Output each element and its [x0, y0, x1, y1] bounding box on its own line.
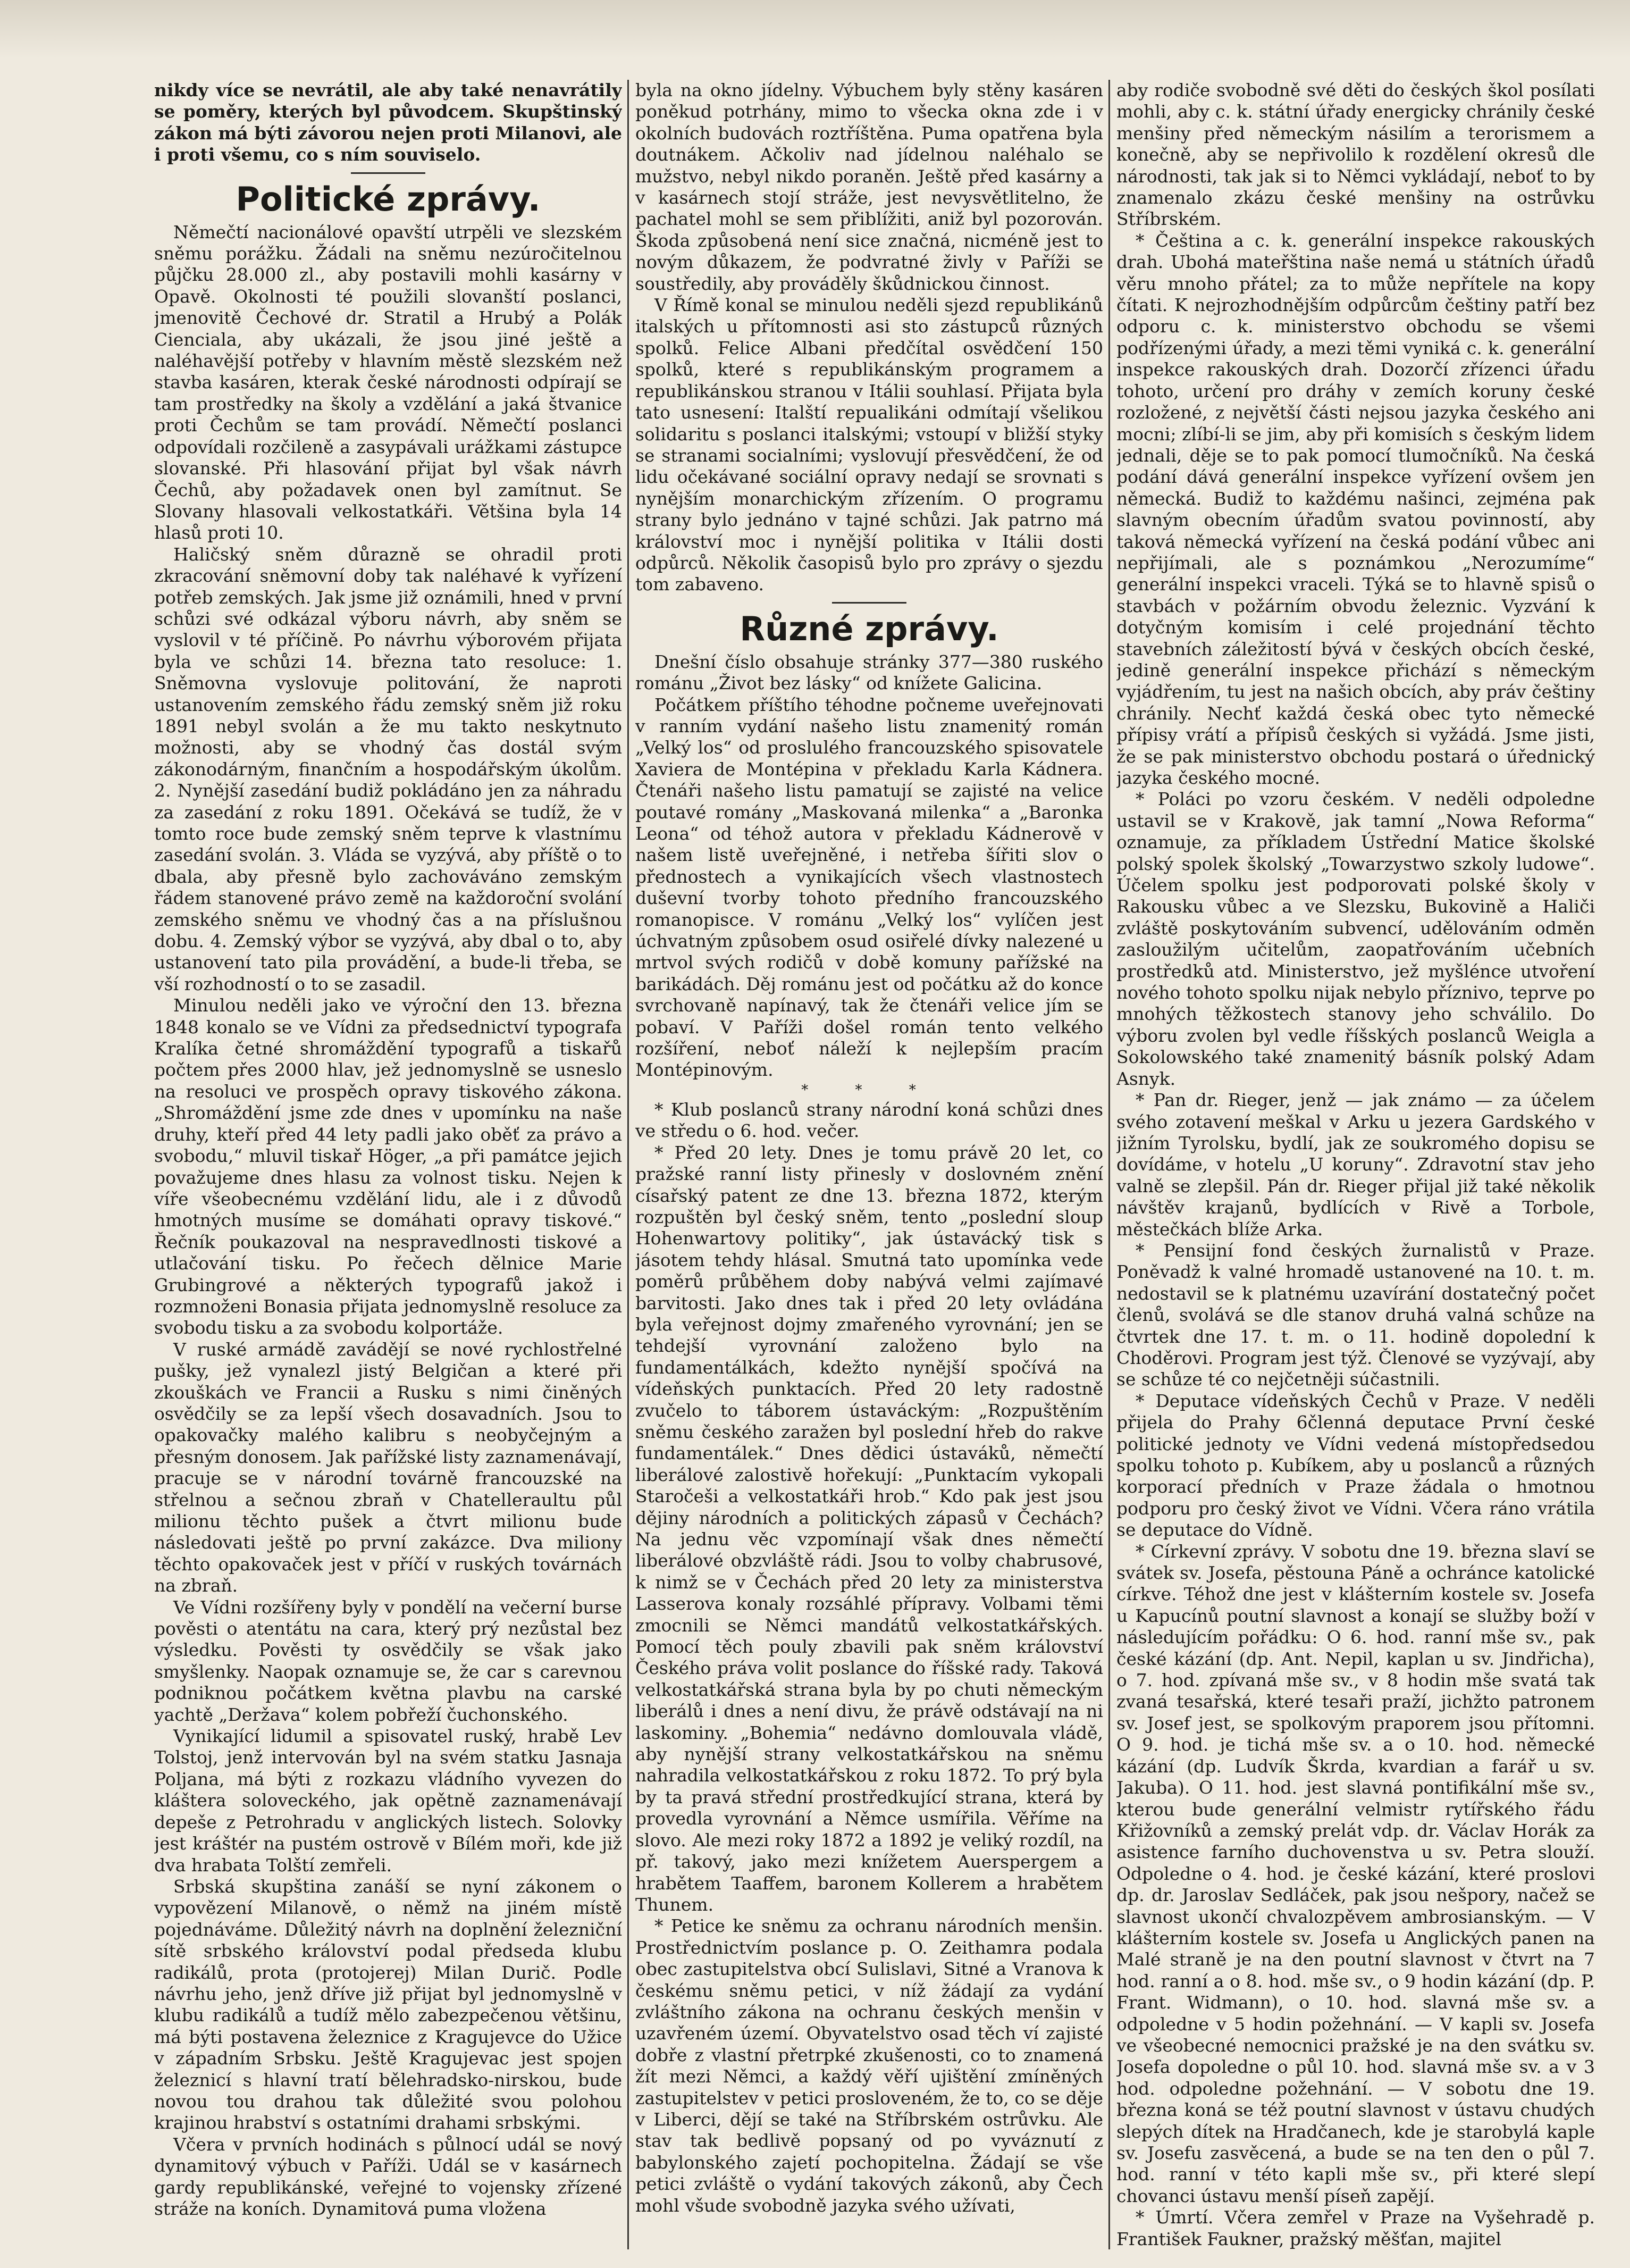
asterism-divider: * * *: [801, 1082, 937, 1098]
paragraph: Němečtí nacionálové opavští utrpěli ve slezském sněmu porážku. Žádali na sněmu nezúročitelnou půjčku 28.000 zl., aby postavili mohli kasárny v Opavě. Okolnosti té použili slovanští poslanci, jmenovitě Čechové dr. Stratil a Hrubý a Polák Cienciala, aby ukázali, že jsou jiné ještě a naléhavější potřeby v hlavním městě slezském než stavba kasáren, kterak české národnosti odpírají se tam prostředky na školy a vzdělání a jaká štvanice proti Čechům se tam provádí. Němečtí poslanci odpovídali rozčileně a zasypávali urážkami zástupce slovanské. Při hlasování přijat byl však návrh Čechů, aby požadavek onen byl zamítnut. Se Slovany hlasovali velkostatkáři. Většina byla 14 hlasů proti 10.: [154, 221, 622, 543]
paragraph: Vynikající lidumil a spisovatel ruský, hrabě Lev Tolstoj, jenž intervován byl na svém statku Jasnaja Poljana, má býti z rozkazu vládního vyvezen do kláštera soloveckého, jak opětně zaznamenávají depeše z Petrohradu v anglických listech. Solovky jest kráštér na pustém ostrově v Bílém moři, kde již dva hrabata Tolští zemřeli.: [154, 1726, 622, 1876]
column-rule: [1108, 80, 1110, 2249]
paragraph: V ruské armádě zavádějí se nové rychlostřelné pušky, jež vynalezl jistý Belgičan a které při zkouškách ve Francii a Rusku s nimi činěných osvědčily se za lepší všech dosavadních. Jsou to opakovačky malého kalibru s neobyčejným a přesným donosem. Jak pařížské listy zaznamenávají, pracuje se v národní továrně francouzské na střelnou a sečnou zbraň v Chatelleraultu půl milionu těchto pušek a čtvrt milionu bude následovati ještě po první zakázce. Dva miliony těchto opakovaček jest v příčí v ruských továrnách na zbraň.: [154, 1338, 622, 1596]
column-rule: [627, 80, 629, 2249]
column-2: [635, 80, 1103, 2249]
column-1: [154, 80, 622, 2249]
paragraph: Srbská skupština zanáší se nyní zákonem o vypovězení Milanově, o němž na jiném místě pojednáváme. Důležitý návrh na doplnění železniční sítě srbského království podal předseda klubu radikálů, prota (protojerej) Milan Durič. Podle návrhu jeho, jenž dříve již přijat byl jednomyslně v klubu radikálů a tudíž mělo zabezpečenou většinu, má býti postavena železnice z Kragujevce do Užice v západním Srbsku. Ještě Kragujevac jest spojen železnicí s hlavní tratí bělehradsko-nirskou, bude novou tou drahou tak důležité svou polohou krajinou hrabství s ostatními drahami srbskými.: [154, 1876, 622, 2133]
column-3: [1116, 80, 1595, 2249]
paragraph: * Pan dr. Rieger, jenž — jak známo — za účelem svého zotavení meškal v Arku u jezera Gardského v jižním Tyrolsku, bydlí, jak ze soukromého dopisu se dovídáme, v hotelu „U koruny“. Zdravotní stav jeho valně se zlepšil. Pán dr. Rieger přijal již také několik návštěv krajanů, bydlících v Rivě a Torbole, městečkách blíže Arka.: [1116, 1090, 1595, 1240]
paragraph: Počátkem příštího téhodne počneme uveřejnovati v ranním vydání našeho listu znamenitý román „Velký los“ od proslulého francouzského spisovatele Xaviera de Montépina v překladu Karla Kádnera. Čtenáři našeho listu pamatují se zajisté na velice poutavé romány „Maskovaná milenka“ a „Baronka Leona“ od téhož autora v překladu Kádnerově v našem listě uveřejněné, i netřeba šířiti slov o přednostech a vynikajících všech vlastnostech duševní tvorby tohoto předního francouzského romanopisce. V románu „Velký los“ vylíčen jest úchvatným způsobem osud osiřelé dívky nalezené u mrtvol svých rodičů v době komuny pařížské na barikádách. Děj románu jest od počátku až do konce svrchovaně napínavý, tak že čtenáři velice jím se pobaví. V Paříži došel román tento velkého rozšíření, neboť náleží k nejlepším pracím Montépinovým.: [635, 694, 1103, 1081]
paragraph: Ve Vídni rozšířeny byly v pondělí na večerní burse pověsti o atentátu na cara, který prý nezůstal bez výsledku. Pověsti ty osvědčily se však jako smyšlenky. Naopak oznamuje se, že car s carevnou podniknou počátkem května plavbu na carské yachtě „Deržava“ kolem pobřeží čuchonského.: [154, 1596, 622, 1725]
page-top-edge: [0, 0, 1630, 58]
paragraph: * Poláci po vzoru českém. V neděli odpoledne ustavil se v Krakově, jak tamní „Nowa Reforma“ oznamuje, za příkladem Ústřední Matice školské polský spolek školský „Towarzystwo szkoly ludowe“. Účelem spolku jest podporovati polské školy v Rakousku vůbec a ve Slezsku, Bukovině a Haliči zvláště poskytováním subvencí, udělováním odměn zasloužilým učitelům, zaopatřováním učebních prostředků atd. Ministerstvo, jež myšlénce utvoření nového tohoto spolku nijak nebylo příznivo, teprve po mnohých těžkostech stanovy jeho schválilo. Do výboru zvolen byl vedle říšských poslanců Weigla a Sokolowského také znamenitý básník polský Adam Asnyk.: [1116, 789, 1595, 1089]
paragraph: aby rodiče svobodně své děti do českých škol posílati mohli, aby c. k. státní úřady energicky chránily české menšiny před německým násilím a terorismem a konečně, aby se nepřivolilo k rozdělení okresů dle národnosti, tak jak si to Němci vykládají, neboť to by znamenalo zkázu české menšiny na ostrůvku Stříbrském.: [1116, 80, 1595, 230]
paragraph: Haličský sněm důrazně se ohradil proti zkracování sněmovní doby tak naléhavé k vyřízení potřeb zemských. Jak jsme již oznámili, hned v první schůzi své odkázal výboru návrh, aby sněm se vyslovil v té příčině. Po návrhu výborovém přijata byla ve schůzi 14. března tato resoluce: 1. Sněmovna vyslovuje politování, že naproti ustanovením zemského řádu zemský sněm již roku 1891 nebyl svolán a že mu takto neskytnuto možnosti, aby se vhodný čas dostál svým zákonodárným, finančním a hospodářským úkolům. 2. Nynější zasedání budiž pokládáno jen za náhradu za zasedání z roku 1891. Očekává se tudíž, že v tomto roce bude zemský sněm teprve k vlastnímu zasedání svolán. 3. Vláda se vyzývá, aby příště o to dbala, aby přesně bylo zachováváno zemským řádem stanovené právo země na každoroční svolání zemského sněmu ve vhodný čas a na příslušnou dobu. 4. Zemský výbor se vyzývá, aby dbal o to, aby ustanovení tato pila provádění, a bude-li třeba, se vší rozhodností o to se zasadil.: [154, 543, 622, 994]
paragraph: * Čeština a c. k. generální inspekce rakouských drah. Ubohá mateřština naše nemá u státních úřadů věru mnoho přátel; za to může nepřítele na kopy čítati. K nejrozhodnějším odpůrcům češtiny patří bez odporu c. k. ministerstvo obchodu se všemi podřízenými úřady, a mezi těmi vyniká c. k. generální inspekce rakouských drah. Dozorčí zřízenci úřadu tohoto, určení pro dráhy v zemích koruny české rozložené, z největší části nejsou jazyka českého ani mocni; zlíbí-li se jim, aby při komisích s českým lidem jednali, děje se to pak pomocí tlumočníků. Na česká podání dává generální inspekce vyřízení ovšem jen německá. Budiž to každému našinci, zejména pak slavným obecním úřadům svatou povinností, aby taková německá vyřízení na česká podání vůbec ani nepřijímali, ale s poznámkou „Nerozumíme“ generální inspekci vraceli. Týká se to hlavně spisů o stavbách v požárním obvodu železnic. Vyzvání k dotyčným komisím i celé projednání těchto stavebních záležitostí bývá v českých obcích české, jedině generální inspekce přichází s německým vyjádřením, tu jest na našich obcích, aby práv češtiny chránily. Nechť každá česká obec tyto německé přípisy vrátí a přípisů českých si vyžádá. Jsme jisti, že se pak ministerstvo obchodu postará o úřednický jazyka českého mocné.: [1116, 230, 1595, 788]
paragraph: * Deputace vídeňských Čechů v Praze. V neděli přijela do Prahy 6členná deputace První české politické jednoty ve Vídni vedená místopředsedou spolku tohoto p. Kubíkem, aby u poslanců a různých korporací předních v Praze žádala o hmotnou podporu pro český život ve Vídni. Včera ráno vrátila se deputace do Vídně.: [1116, 1390, 1595, 1541]
section-title-political-news: Politické zprávy.: [236, 179, 541, 219]
article-ending: nikdy více se nevrátil, ale aby také nenavrátily se poměry, kterých byl původcem. Skupštinský zákon má býti závorou nejen proti Milanovi, ale i proti všemu, co s ním souviselo.: [154, 80, 622, 165]
paragraph: Minulou neděli jako ve výroční den 13. března 1848 konalo se ve Vídni za předsednictví typografa Kralíka četné shromáždění typografů a tiskařů počtem přes 2000 hlav, jež jednomyslně se usneslo na resoluci ve prospěch opravy tiskového zákona. „Shromáždění jsme zde dnes v upomínku na naše druhy, kteří před 44 lety padli jako oběť za právo a svobodu,“ mluvil tiskař Höger, „a při památce jejich považujeme dnes hlasu za volnost tisku. Nejen k víře všeobecnému vzdělání lidu, ale i z důvodů hmotných musíme se domáhati opravy tiskové.“ Řečník poukazoval na nespravedlnosti tiskové a utlačování tisku. Po řečech dělnice Marie Grubingrové a některých typografů jakož i rozmnoženi Bonasia přijata jednomyslně resoluce za svobodu tisku a za svobodu kolportáže.: [154, 995, 622, 1338]
divider: [832, 602, 906, 604]
divider: [351, 172, 425, 174]
paragraph: V Římě konal se minulou neděli sjezd republikánů italských u přítomnosti asi sto zástupců různých spolků. Felice Albani předčítal osvědčení 150 spolků, které s republikánským programem a republikánskou stranou v Itálii souhlasí. Přijata byla tato usnesení: Italští repualikáni odmítají všelikou solidaritu s poslanci italskými; vstoupí v bližší styky se stranami socialními; vyslovují přesvědčení, že od lidu očekávané sociální opravy nedají se srovnati s nynějším monarchickým zřízením. O programu strany bylo jednáno v tajné schůzi. Jak patrno má království moc i nynější politika v Itálii dosti odpůrců. Několik časopisů bylo pro zprávy o sjezdu tom zabaveno.: [635, 295, 1103, 595]
three-column-layout: [154, 80, 1611, 2249]
paragraph: * Petice ke sněmu za ochranu národních menšin. Prostřednictvím poslance p. O. Zeithamra podala obec zastupitelstva obcí Sulislavi, Sitné a Vranova k českému sněmu petici, v níž žádají za vydání zvláštního zákona na ochranu českých menšin v uzavřeném území. Obyvatelstvo osad těch ví zajisté dobře z vlastní přetrpké zkušenosti, co to znamená žít mezi Němci, a každý věří ujištění zmíněných zastupitelstev v petici prosloveném, že to, co se děje v Liberci, dějí se také na Stříbrském ostrůvku. Ale stav tak bedlivě popsaný od po vyváznutí z babylonského zajetí pochopitelna. Žádají se vše petici zvláště o vydání takových zákonů, aby Čech mohl všude svobodně jazyka svého užívati,: [635, 1915, 1103, 2216]
paragraph: * Před 20 lety. Dnes je tomu právě 20 let, co pražské ranní listy přinesly v doslovném znění císařský patent ze dne 13. března 1872, kterým rozpuštěn byl český sněm, tento „poslední sloup Hohenwartovy politiky“, jak ústavácký tisk s jásotem tehdy hlásal. Smutná tato upomínka vede poměrů průběhem doby nabývá velmi zajímavé barvitosti. Jako dnes tak i před 20 lety ovládána byla veřejnost dojmy zmařeného vyrovnání; jen se tehdejší vyrovnání založeno bylo na fundamentálkách, kdežto nynější spočívá na vídeňských punktacích. Před 20 lety radostně zvučelo to táborem ústaváckým: „Rozpuštěním sněmu českého zaražen byl poslední hřeb do rakve fundamentálek.“ Dnes dědici ústaváků, němečtí liberálové zalostivě hořekují: „Punktacím vykopali Staročeši a velkostatkáři hrob.“ Kdo pak jest jsou dějiny národních a politických zápasů v Čechách? Na jednu věc vzpomínají však dnes němečtí liberálové obzvláště rádi. Jsou to volby chabrusové, k nimž se v Čechách před 20 lety za ministerstva Lasserova konaly rozsáhlé přípravy. Volbami těmi zmocnili se Němci mandátů velkostatkářských. Pomocí těch pouly zbavili pak sněm království Českého práva volit poslance do říšské rady. Taková velkostatkářská strana byla by po chuti německým liberálů i dnes a není divu, že právě odstávají na ni laskominy. „Bohemia“ nedávno domlouvala vládě, aby nynější strany velkostatkářskou na sněmu nahradila velkostatkářskou z roku 1872. To prý byla by ta pravá střední prostředkující strana, která by provedla vyrovnání a Němce usmířila. Věříme na slovo. Ale mezi roky 1872 a 1892 je veliký rozdíl, na př. takový, jako mezi knížetem Auerspergem a hrabětem Taaffem, baronem Kollerem a hrabětem Thunem.: [635, 1142, 1103, 1915]
section-title-various-news: Různé zprávy.: [740, 609, 999, 648]
paragraph: * Církevní zprávy. V sobotu dne 19. března slaví se svátek sv. Josefa, pěstouna Páně a ochránce katolické církve. Téhož dne jest v klášterním kostele sv. Josefa u Kapucínů poutní slavnost a konají se služby boží v následujícím pořádku: O 6. hod. ranní mše sv., pak české kázání (dp. Ant. Nepil, kaplan u sv. Jindřicha), o 7. hod. zpívaná mše sv., v 8 hodin mše svatá tak zvaná tesařská, které tesaři praží, jichžto patronem sv. Josef jest, se spolkovým praporem jsou přítomni. O 9. hod. je tichá mše sv. a o 10. hod. německé kázání (dp. Ludvík Škrda, kvardian a farář u sv. Jakuba). O 11. hod. jest slavná pontifikální mše sv., kterou bude generální velmistr rytířského řádu Křižovníků a zemský prelát vdp. dr. Václav Horák za asistence farního duchovenstva u sv. Petra slouží. Odpoledne o 4. hod. je české kázání, které proslovi dp. dr. Jaroslav Sedláček, pak jsou nešpory, načež se slavnost ukončí chvalozpěvem ambrosianským. — V klášterním kostele sv. Josefa u Anglických panen na Malé straně je na den poutní slavnost v čtvrt na 7 hod. ranní a o 8. hod. mše sv., o 9 hodin kázání (dp. P. Frant. Widmann), o 10. hod. slavná mše sv. a odpoledne v 5 hodin požehnání. — V kapli sv. Josefa ve všeobecné nemocnici pražské je na den svátku sv. Josefa dopoledne o půl 10. hod. slavná mše sv. a v 3 hod. odpoledne požehnání. — V sobotu dne 19. března koná se též poutní slavnost v ústavu chudých slepých dítek na Hradčanech, kde je starobylá kaple sv. Josefu zasvěcená, a bude se na ten den o půl 7. hod. ranní v této kapli mše sv., při které slepí chovanci ústavu menší píseň zapějí.: [1116, 1541, 1595, 2206]
paragraph: Včera v prvních hodinách s půlnocí udál se nový dynamitový výbuch v Paříži. Udál se v kasárnech gardy republikánské, veřejné to vojensky zřízené stráže na koních. Dynamitová puma vložena: [154, 2133, 622, 2219]
paragraph: * Klub poslanců strany národní koná schůzi dnes ve středu o 6. hod. večer.: [635, 1099, 1103, 1142]
paragraph: byla na okno jídelny. Výbuchem byly stěny kasáren poněkud potrhány, mimo to všecka okna zde i v okolních budovách roztříštěna. Puma opatřena byla doutnákem. Ačkoliv nad jídelnou naléhalo se mužstvo, nebyl nikdo poraněn. Ještě před kasárny a v kasárnech stojí stráže, jest nevysvětlitelno, že pachatel mohl se sem přiblížiti, aniž byl pozorován. Škoda způsobená není sice značná, nicméně jest to novým důkazem, že podvratné živly v Paříži se soustředily, aby prováděly škůdnickou činnost.: [635, 80, 1103, 294]
paragraph: * Pensijní fond českých žurnalistů v Praze. Poněvadž k valné hromadě ustanovené na 10. t. m. nedostavil se k platnému uzavírání dostatečný počet členů, svolává se dle stanov druhá valná schůze na čtvrtek dne 17. t. m. o 11. hodině dopolední k Choděrovi. Program jest týž. Členové se vyzývají, aby se schůze té co nejčetněji súčastnili.: [1116, 1240, 1595, 1390]
paragraph: Dnešní číslo obsahuje stránky 377—380 ruského románu „Život bez lásky“ od knížete Galicina.: [635, 651, 1103, 694]
paragraph: * Úmrtí. Včera zemřel v Praze na Vyšehradě p. František Faukner, pražský měšťan, majitel: [1116, 2207, 1595, 2249]
